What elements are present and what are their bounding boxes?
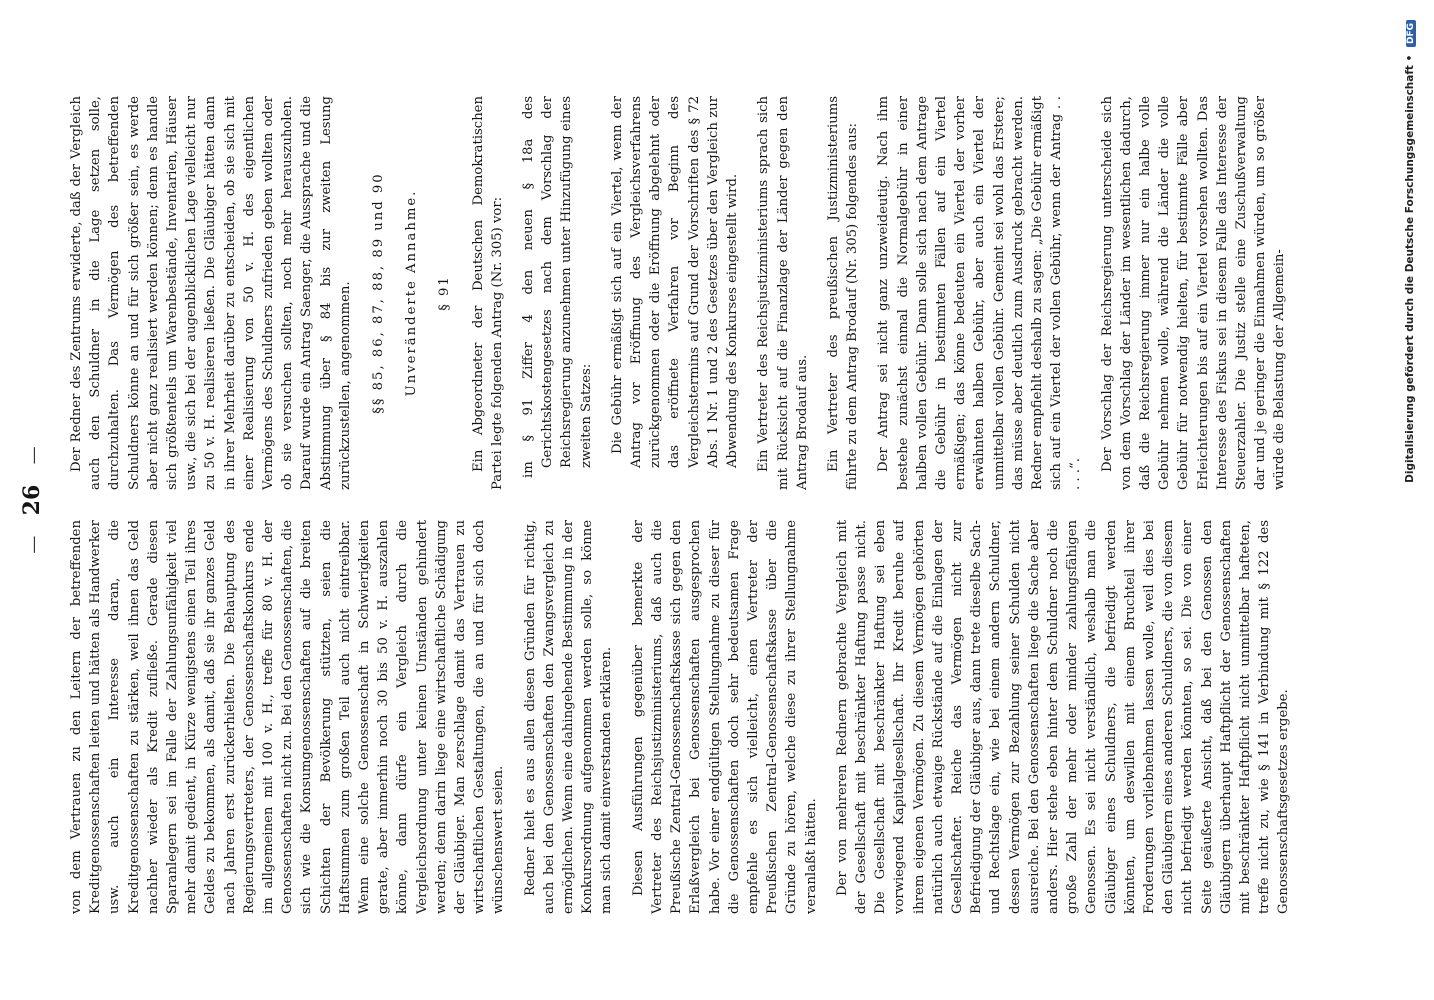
- section-result: Unveränderte Annahme.: [404, 189, 420, 397]
- right-paragraph-1: Der Redner des Zentrums erwiderte, daß der Vergleich auch den Schuldner in die Lage setzen solle, durchzuhalten. Das Vermögen des betreffenden Schuldners könne an und für sich größer sein, es werde aber nicht ganz realisiert werden können; denn es handle sich größtenteils um Warenbestände, Inventarien, Häuser usw., die sich bei der augenblicklichen Lage vielleicht nur zu 50 v. H. realisieren ließen. Die Gläubiger hätten dann in ihrer Mehrheit darüber zu entscheiden, ob sie sich mit einer Realisierung von 50 v. H. des eigentlichen Vermögens des Schuldners zufrieden geben wollten oder ob sie versuchen sollten, noch mehr herauszuholen. Darauf wurde ein Antrag Saenger, die Aussprache und die Abstimmung über § 84 bis zur zweiten Lesung zurückzustellen, angenommen.: [69, 96, 353, 490]
- left-column: [67, 520, 1337, 914]
- section-heading-85-90: §§ 85, 86, 87, 88, 89 und 90: [371, 172, 387, 414]
- motion-quote-text: Die Gebühr ermäßigt sich auf ein Viertel, wenn der Antrag vor Eröffnung des Vergleichsverfahrens zurückgenommen oder die Eröffnung abgelehnt oder das eröffnete Verfahren vor Beginn des Vergleichstermins auf Grund der Vorschriften des § 72 Abs. 1 Nr. 1 und 2 des Gesetzes über den Vergleich zur Abwendung des Konkurses eingestellt wird.: [609, 96, 741, 468]
- right-column: [67, 96, 1337, 490]
- digitization-stamp: [1404, 20, 1424, 700]
- stamp-text: Digitalisierung gefördert durch die Deutsche Forschungsgemeinschaft •: [1404, 54, 1416, 483]
- motion-quote: im § 91 Ziffer 4 den neuen § 18a des Gerichtskostengesetzes nach dem Vorschlag der Reichsregierung anzunehmen unter Hinzufügung eines zweiten Satzes:: [521, 96, 594, 478]
- section-heading-91: § 91: [437, 275, 453, 311]
- page-number: 26: [19, 484, 45, 516]
- header-dash-left: —: [23, 535, 44, 554]
- dfg-logo: DFG: [1406, 20, 1416, 47]
- right-paragraph-4: Ein Vertreter des preußischen Justizministeriums führte zu dem Antrag Brodauf (Nr. 305) folgendes aus:: [825, 96, 861, 490]
- right-paragraph-2: Ein Abgeordneter der Deutschen Demokratischen Partei legte folgenden Antrag (Nr. 305) vor:: [470, 96, 505, 490]
- stamp-text-wrap: [1404, 20, 1424, 700]
- left-paragraph-1: von dem Vertrauen zu den Leitern der betreffenden Kreditgenossenschaften leiten und hätten als Handwerker usw. auch ein Interesse daran, die Kreditgenossenschaften zu stärken, weil ihnen das Geld nachher wieder als Kredit zufließe. Gerade diesen Sparanlegern sei im Falle der Zahlungsunfähigkeit viel mehr damit gedient, in Kürze wenigstens einen Teil ihres Geldes zu bekommen, als damit, daß sie ihr ganzes Geld nach Jahren erst zurückerhielten. Die Behauptung des Regierungsvertreters, der Genossenschaftskonkurs ende im allgemeinen mit 100 v. H., treffe für 80 v. H. der Genossenschaften nicht zu. Bei den Genossenschaften, die sich wie die Konsumgenossenschaften auf die breiten Schichten der Bevölkerung stützten, seien die Haftsummen zum großen Teil auch nicht eintreibbar. Wenn eine solche Genossenschaft in Schwierigkeiten gerate, aber immerhin noch 30 bis 50 v. H. auszahlen könne, dann dürfe ein Vergleich durch die Vergleichsordnung unter keinen Umständen gehindert werden; denn darin liege eine wirtschaftliche Schädigung der Gläubiger. Man zerschlage damit das Vertrauen zu wirtschaftlichen Gestaltungen, die an und für sich doch wünschenswert seien.: [69, 520, 507, 914]
- header-dash-right: —: [23, 446, 44, 465]
- left-paragraph-3: Diesen Ausführungen gegenüber bemerkte der Vertreter des Reichsjustizministeriums, daß auch die Preußische Zentral-Genossenschaftskasse sich gegen den Erlaßvergleich bei Genossenschaften ausgesprochen habe. Vor einer endgültigen Stellungnahme zu dieser für die Genossenschaften doch sehr bedeutsamen Frage empfehle es sich vielleicht, einen Vertreter der Preußischen Zentral-Genossenschaftskasse über die Gründe zu hören, welche diese zu ihrer Stellungnahme veranlaßt hätten.: [630, 520, 819, 914]
- left-paragraph-2: Redner hielt es aus allen diesen Gründen für richtig, auch bei den Genossenschaften den Zwangsvergleich zu ermöglichen. Wenn eine dahingehende Bestimmung in der Konkursordnung aufgenommen werden solle, so könne man sich damit einverstanden erklären.: [522, 520, 615, 914]
- left-paragraph-4: Der von mehreren Rednern gebrachte Vergleich mit der Gesellschaft mit beschränkter Haftung passe nicht. Die Gesellschaft mit beschränkter Haftung sei eben vorwiegend Kapitalgesellschaft. Ihr Kredit beruhe auf ihrem eigenen Vermögen. Zu diesem Vermögen gehörten natürlich auch etwaige Rückstände auf die Einlagen der Gesellschafter. Reiche das Vermögen nicht zur Befriedigung der Gläubiger aus, dann trete dieselbe Sach- und Rechtslage ein, wie bei einem andern Schuldner, dessen Vermögen zur Bezahlung seiner Schulden nicht ausreiche. Bei den Genossenschaften liege die Sache aber anders. Hier stehe eben hinter dem Schuldner noch die große Zahl der mehr oder minder zahlungsfähigen Genossen. Es sei nicht verständlich, weshalb man die Gläubiger eines Schuldners, die befriedigt werden könnten, um deswillen mit einem Bruchteil ihrer Forderungen vorliebnehmen lassen wolle, weil dies bei den Gläubigern eines anderen Schuldners, die von diesem nicht befriedigt werden könnten, so sei. Die von einer Seite geäußerte Ansicht, daß bei den Genossen den Gläubigern überhaupt Haftpflicht der Genossenschaften mit beschränkter Haftpflicht nicht unmittelbar hafteten, treffe nicht zu, wie § 141 in Verbindung mit § 122 des Genossenschaftsgesetzes ergebe.: [834, 520, 1292, 914]
- rotated-text-sheet: [19, 80, 1347, 920]
- page-header: [19, 80, 59, 920]
- right-paragraph-3: Ein Vertreter des Reichsjustizministeriums sprach sich mit Rücksicht auf die Finanzlage der Länder gegen den Antrag Brodauf aus.: [756, 96, 810, 490]
- right-paragraph-6: Der Vorschlag der Reichsregierung unterscheide sich von dem Vorschlag der Länder im wesentlichen dadurch, daß die Reichsregierung immer nur ein halbe volle Gebühr nehmen wolle, während die Länder die volle Gebühr für notwendig hielten, für bestimmte Fälle aber Erleichterungen bis auf ein Viertel vorsehen wollten. Das Interesse des Fiskus sei in diesem Falle das Interesse der Steuerzahler. Die Justiz stelle eine Zuschußverwaltung dar und je geringer die Einnahmen würden, um so größer würde die Belastung der Allgemein-: [1099, 96, 1288, 490]
- right-paragraph-5: Der Antrag sei nicht ganz unzweideutig. Nach ihm bestehe zunächst einmal die Normalgebühr in einer halben vollen Gebühr. Dann solle sich nach dem Antrage die Gebühr in bestimmten Fällen auf ein Viertel ermäßigen; das könne bedeuten ein Viertel der vorher erwähnten halben Gebühr, aber auch ein Viertel der unmittelbar vollen Gebühr. Gemeint sei wohl das Erstere; das müsse aber deutlich zum Ausdruck gebracht werden. Redner empfiehlt deshalb zu sagen: „Die Gebühr ermäßigt sich auf ein Viertel der vollen Gebühr, wenn der Antrag . . . . .“.: [876, 96, 1084, 490]
